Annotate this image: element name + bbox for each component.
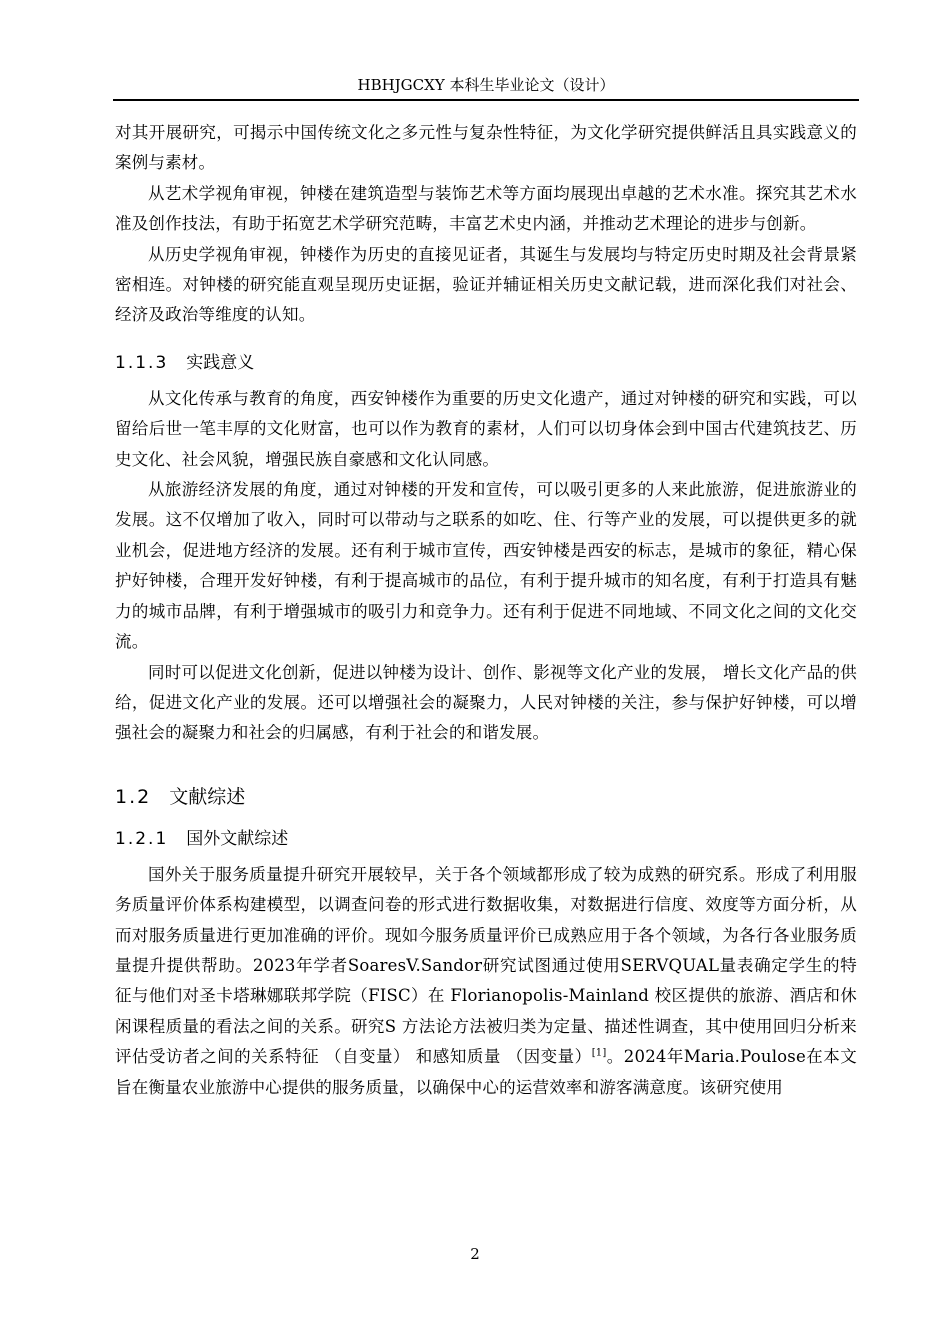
heading-title: 实践意义: [186, 352, 255, 373]
paragraph-text: 。2024年Maria.Poulose在本文旨在衡量农业旅游中心提供的服务质量，以确保中心的运营效率和游客满意度。该研究使用: [115, 1047, 857, 1097]
paragraph-art-perspective: 从艺术学视角审视，钟楼在建筑造型与装饰艺术等方面均展现出卓越的艺术水准。探究其艺术水准及创作技法，有助于拓宽艺术学研究范畴，丰富艺术史内涵，并推动艺术理论的进步与创新。: [115, 183, 857, 234]
paragraph-intro-continuation: 对其开展研究，可揭示中国传统文化之多元性与复杂性特征，为文化学研究提供鲜活且具实践意义的案例与素材。: [115, 123, 857, 173]
paragraph-text: 国外关于服务质量提升研究开展较早，关于各个领域都形成了较为成熟的研究系。形成了利用服务质量评价体系构建模型，以调查问卷的形式进行数据收集，对数据进行信度、效度等方面分析，从而对服务质量进行更加准确的评价。现如今服务质量评价已成熟应用于各个领域，为各行各业服务质量提升提供帮助。2023年学者SoaresV.Sandor研究试图通过使用SERVQUAL量表确定学生的特征与他们对圣卡塔琳娜联邦学院（FISC）在 Florianopolis-Mainland 校区提供的旅游、酒店和休闲课程质量的看法之间的关系。研究S 方法论方法被归类为定量、描述性调查，其中使用回归分析来评估受访者之间的关系特征 （自变量） 和感知质量 （因变量）: [115, 864, 857, 1067]
heading-number: 1.2: [115, 785, 152, 808]
running-header: HBHJGCXY 本科生毕业论文（设计）: [357, 76, 615, 94]
paragraph-culture-education: 从文化传承与教育的角度，西安钟楼作为重要的历史文化遗产，通过对钟楼的研究和实践，可以留给后世一笔丰厚的文化财富，也可以作为教育的素材，人们可以切身体会到中国古代建筑技艺、历史文化、社会风貌，增强民族自豪感和文化认同感。: [115, 388, 857, 469]
heading-number: 1.1.3: [115, 352, 169, 373]
heading-title: 国外文献综述: [186, 828, 289, 849]
heading-title: 文献综述: [169, 785, 246, 808]
heading-1-1-3: [115, 348, 857, 378]
heading-1-2: [115, 782, 857, 812]
paragraph-foreign-literature: [115, 860, 857, 1103]
citation-reference[interactable]: [1]: [591, 1047, 607, 1059]
paragraph-history-perspective: 从历史学视角审视，钟楼作为历史的直接见证者，其诞生与发展均与特定历史时期及社会背景紧密相连。对钟楼的研究能直观呈现历史证据，验证并辅证相关历史文献记载，进而深化我们对社会、经济及政治等维度的认知。: [115, 244, 857, 325]
heading-number: 1.2.1: [115, 828, 169, 849]
document-body: [115, 118, 857, 1103]
heading-1-2-1: [115, 824, 857, 854]
paragraph-tourism-economy: 从旅游经济发展的角度，通过对钟楼的开发和宣传，可以吸引更多的人来此旅游，促进旅游业的发展。这不仅增加了收入，同时可以带动与之联系的如吃、住、行等产业的发展，可以提供更多的就业机会，促进地方经济的发展。还有利于城市宣传，西安钟楼是西安的标志，是城市的象征，精心保护好钟楼，合理开发好钟楼，有利于提高城市的品位，有利于提升城市的知名度，有利于打造具有魅力的城市品牌，有利于增强城市的吸引力和竞争力。还有利于促进不同地域、不同文化之间的文化交流。: [115, 480, 857, 652]
page-number: 2: [470, 1245, 480, 1263]
paragraph-cultural-innovation: 同时可以促进文化创新，促进以钟楼为设计、创作、影视等文化产业的发展， 增长文化产品的供给，促进文化产业的发展。还可以增强社会的凝聚力，人民对钟楼的关注，参与保护好钟楼，可以增强社会的凝聚力和社会的归属感，有利于社会的和谐发展。: [115, 662, 857, 743]
header-rule: [113, 99, 859, 101]
